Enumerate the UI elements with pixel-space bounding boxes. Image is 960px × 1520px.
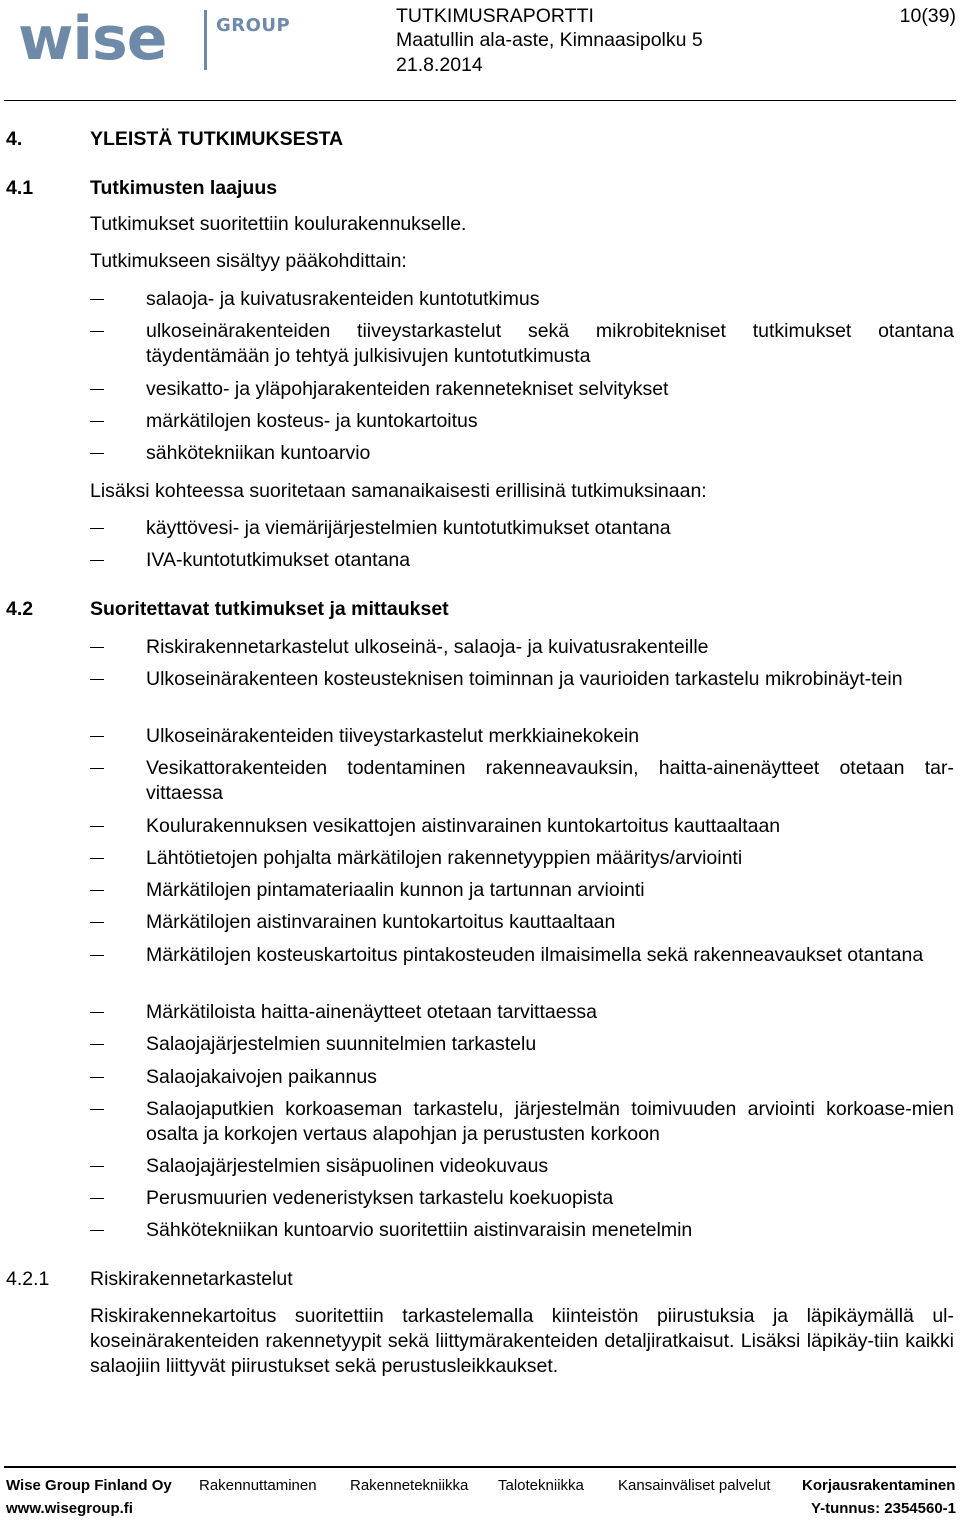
- logo-divider: [204, 10, 207, 70]
- dash-bullet: [90, 955, 104, 956]
- dash-bullet: [90, 421, 104, 422]
- logo-wordmark: wise: [18, 4, 167, 74]
- report-title: TUTKIMUSRAPORTTI: [396, 5, 594, 27]
- dash-bullet: [90, 890, 104, 891]
- dash-bullet: [90, 1044, 104, 1045]
- paragraph: Riskirakennekartoitus suoritettiin tarkastelemalla kiinteistön piirustuksia ja läpikäymällä ul-koseinärakenteiden rakennetyypit sekä liittymärakenteiden detaljiratkaisut. Lisäksi läpikäy-tiin kaikki salaojiin liittyvät piirustukset sekä perustusleikkaukset.: [90, 1305, 954, 1377]
- dash-bullet: [90, 1230, 104, 1231]
- footer-service: Rakennuttaminen: [199, 1477, 317, 1494]
- footer-business-id: Y-tunnus: 2354560-1: [810, 1500, 956, 1517]
- header-rule: [4, 100, 956, 101]
- paragraph: Lisäksi kohteessa suoritetaan samanaikaisesti erillisinä tutkimuksinaan:: [90, 480, 707, 502]
- footer-company: Wise Group Finland Oy: [6, 1477, 172, 1494]
- wise-group-logo: [18, 4, 291, 74]
- dash-bullet: [90, 1012, 104, 1013]
- footer-rule: [4, 1466, 956, 1468]
- section-4-1-title: Tutkimusten laajuus: [90, 177, 278, 199]
- section-4-2-1-number: 4.2.1: [6, 1268, 50, 1290]
- section-4-number: 4.: [6, 128, 23, 150]
- dash-bullet: [90, 679, 104, 680]
- footer-service: Korjausrakentaminen: [802, 1477, 956, 1494]
- footer-website-link[interactable]: www.wisegroup.fi: [6, 1500, 133, 1517]
- dash-bullet: [90, 647, 104, 648]
- logo-group-label: GROUP: [216, 15, 291, 36]
- dash-bullet: [90, 922, 104, 923]
- footer-service: Talotekniikka: [498, 1477, 584, 1494]
- dash-bullet: [90, 1109, 104, 1110]
- footer-service: Kansainväliset palvelut: [618, 1477, 771, 1494]
- section-4-title: YLEISTÄ TUTKIMUKSESTA: [90, 128, 344, 150]
- report-address: Maatullin ala-aste, Kimnaasipolku 5: [396, 29, 703, 51]
- dash-bullet: [90, 528, 104, 529]
- report-date: 21.8.2014: [396, 54, 483, 76]
- dash-bullet: [90, 453, 104, 454]
- footer-service: Rakennetekniikka: [350, 1477, 469, 1494]
- dash-bullet: [90, 1198, 104, 1199]
- section-4-2-number: 4.2: [6, 598, 34, 620]
- dash-bullet: [90, 768, 104, 769]
- dash-bullet: [90, 560, 104, 561]
- dash-bullet: [90, 1077, 104, 1078]
- section-4-2-1-title: Riskirakennetarkastelut: [90, 1268, 293, 1290]
- dash-bullet: [90, 858, 104, 859]
- dash-bullet: [90, 331, 104, 332]
- paragraph: Tutkimukset suoritettiin koulurakennukselle.: [90, 213, 467, 235]
- dash-bullet: [90, 826, 104, 827]
- section-4-1-number: 4.1: [6, 177, 34, 199]
- dash-bullet: [90, 736, 104, 737]
- dash-bullet: [90, 389, 104, 390]
- section-4-2-title: Suoritettavat tutkimukset ja mittaukset: [90, 598, 449, 620]
- paragraph: Tutkimukseen sisältyy pääkohdittain:: [90, 250, 407, 272]
- dash-bullet: [90, 299, 104, 300]
- dash-bullet: [90, 1166, 104, 1167]
- page-number: 10(39): [899, 5, 956, 27]
